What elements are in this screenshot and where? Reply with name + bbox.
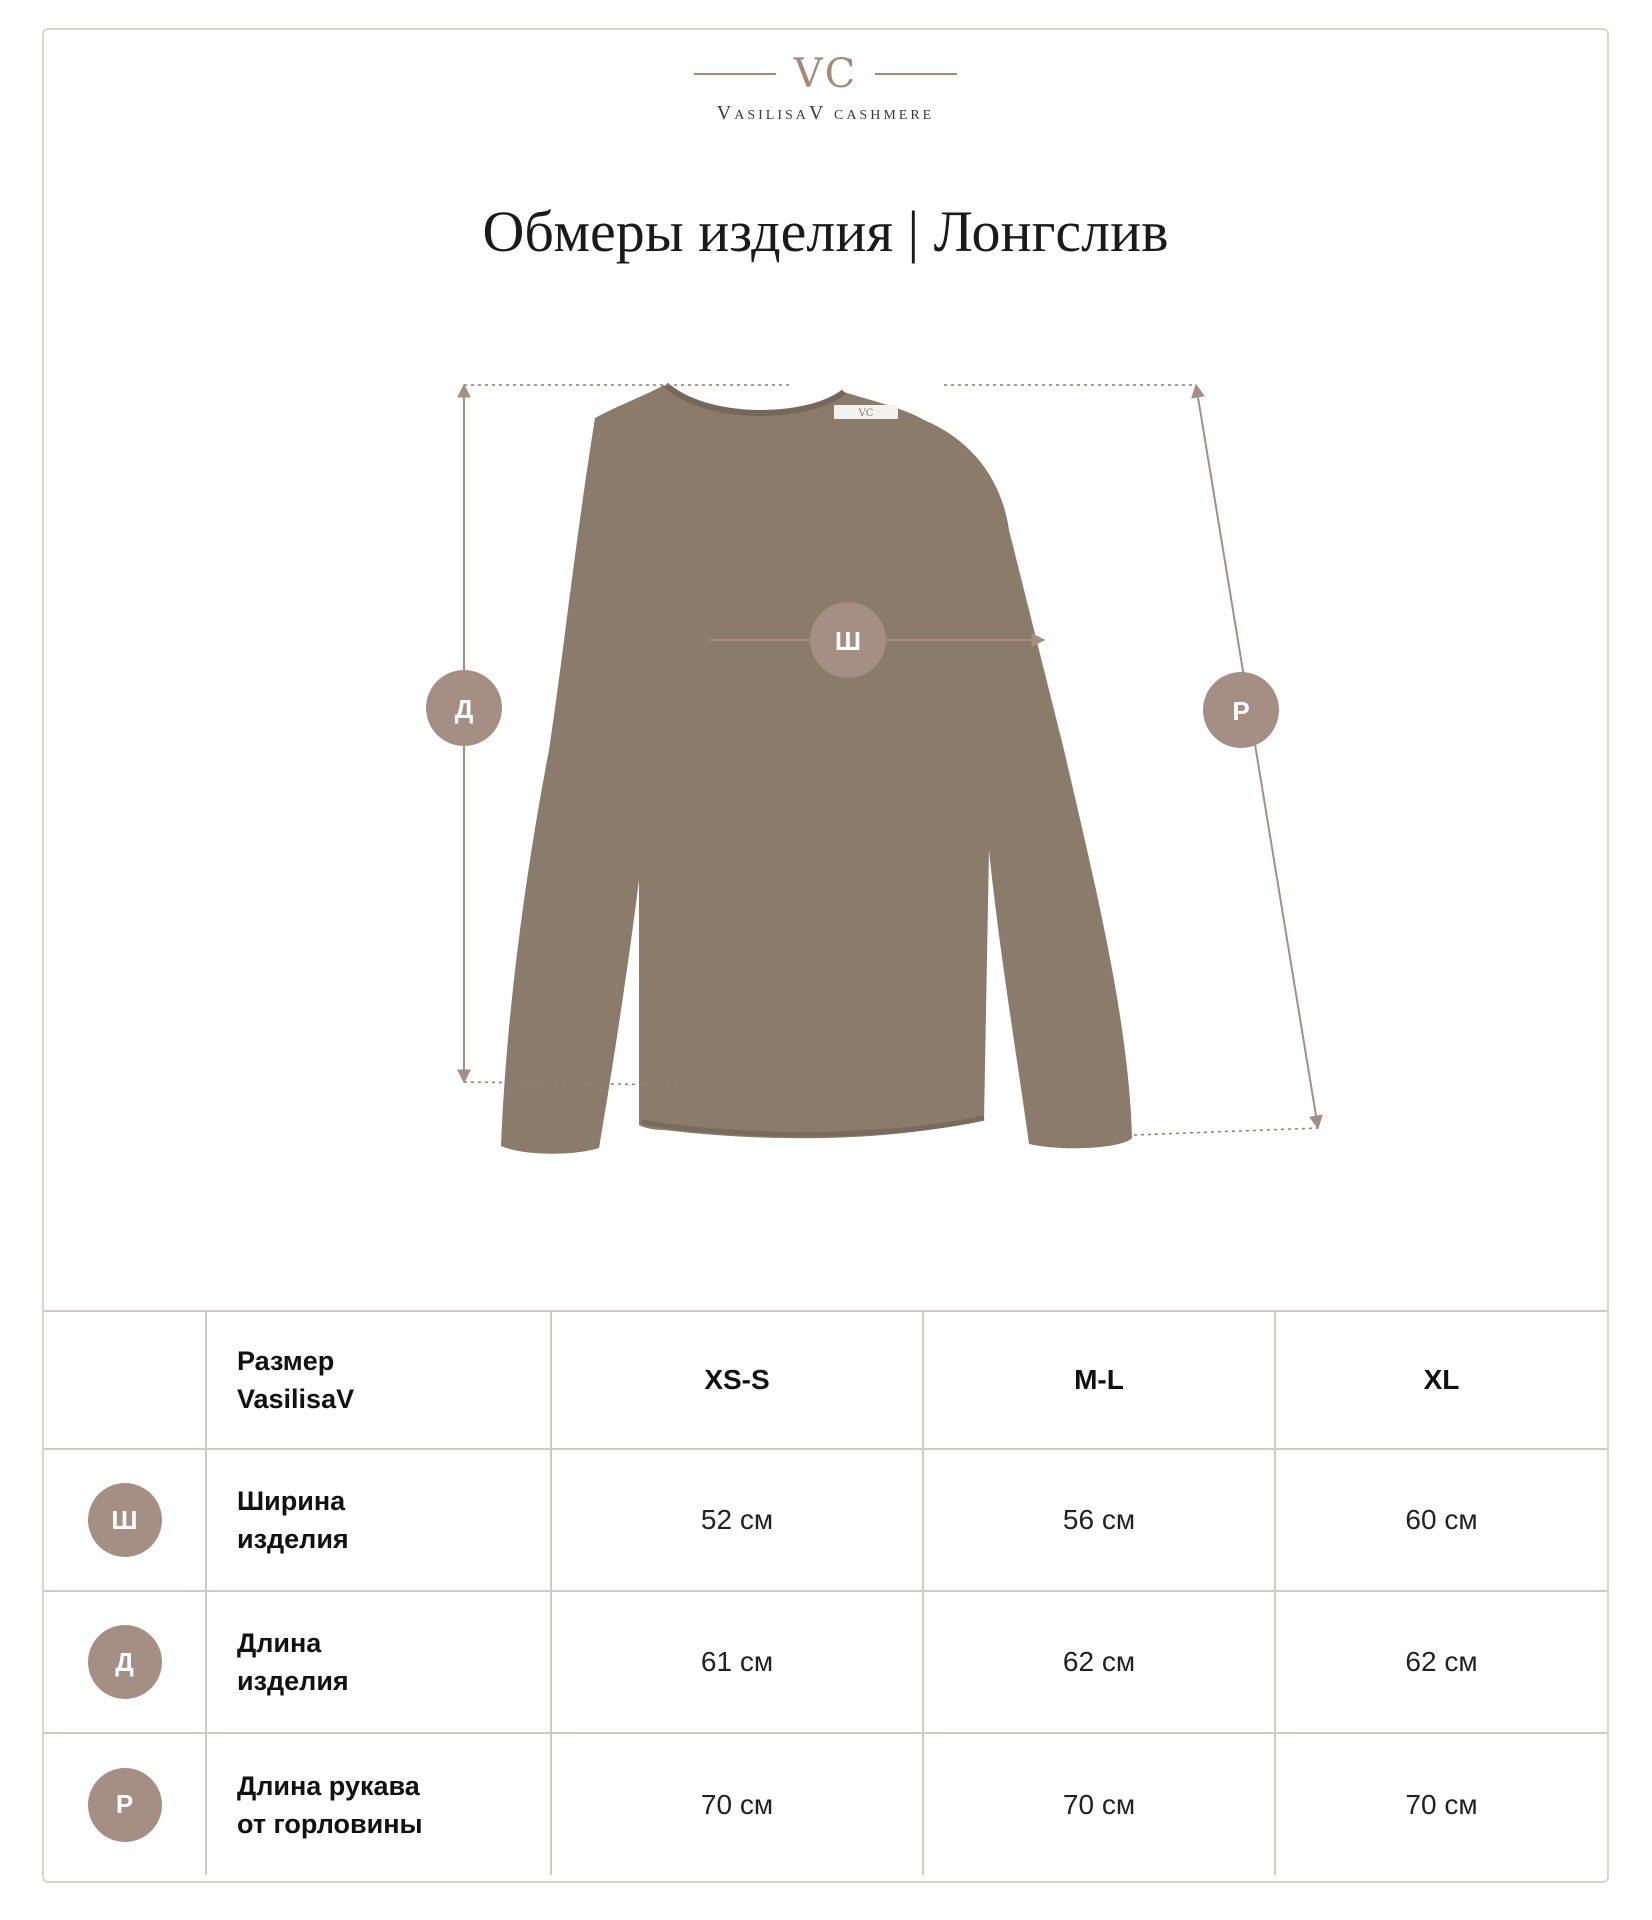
length-badge [426, 670, 502, 746]
width-row-label: Ширина изделия [206, 1449, 551, 1591]
length-row-badge: Д [88, 1625, 162, 1699]
table-cell: 70 см [1275, 1733, 1607, 1875]
neck-label-text: VC [858, 408, 874, 419]
table-corner-cell [44, 1311, 206, 1449]
width-row-badge: Ш [88, 1483, 162, 1557]
size-table [44, 1310, 1607, 1875]
sleeve-row-label: Длина рукава от горловины [206, 1733, 551, 1875]
size-header-label: Размер VasilisaV [206, 1311, 551, 1449]
longsleeve-illustration [501, 385, 1132, 1154]
sleeve-arrow [1196, 385, 1318, 1128]
page-title: Обмеры изделия | Лонгслив [482, 199, 1169, 264]
sweater-shape [501, 385, 1132, 1154]
table-cell: 56 см [923, 1449, 1275, 1591]
size-column-xl: XL [1275, 1311, 1607, 1449]
table-row-sleeve [44, 1733, 1607, 1875]
width-badge [810, 602, 886, 678]
sleeve-guide-bottom [1134, 1128, 1318, 1135]
table-cell: 52 см [551, 1449, 923, 1591]
size-chart-card [42, 28, 1609, 1883]
table-cell: 62 см [1275, 1591, 1607, 1733]
table-row-length [44, 1591, 1607, 1733]
logo-monogram: VC [793, 51, 858, 97]
brand-name: VasilisaV cashmere [716, 102, 935, 124]
measurement-diagram [44, 30, 1611, 1310]
width-badge-label: Ш [834, 626, 862, 656]
table-row-width [44, 1449, 1607, 1591]
table-cell: 60 см [1275, 1449, 1607, 1591]
table-cell: 70 см [551, 1733, 923, 1875]
sleeve-row-badge: Р [88, 1768, 162, 1842]
table-cell: 61 см [551, 1591, 923, 1733]
table-header-row [44, 1311, 1607, 1449]
table-cell: 62 см [923, 1591, 1275, 1733]
length-badge-label: Д [454, 694, 474, 724]
length-row-label: Длина изделия [206, 1591, 551, 1733]
table-cell: 70 см [923, 1733, 1275, 1875]
sleeve-badge [1203, 672, 1279, 748]
size-column-xs-s: XS-S [551, 1311, 923, 1449]
size-column-m-l: M-L [923, 1311, 1275, 1449]
sleeve-badge-label: Р [1232, 696, 1250, 726]
